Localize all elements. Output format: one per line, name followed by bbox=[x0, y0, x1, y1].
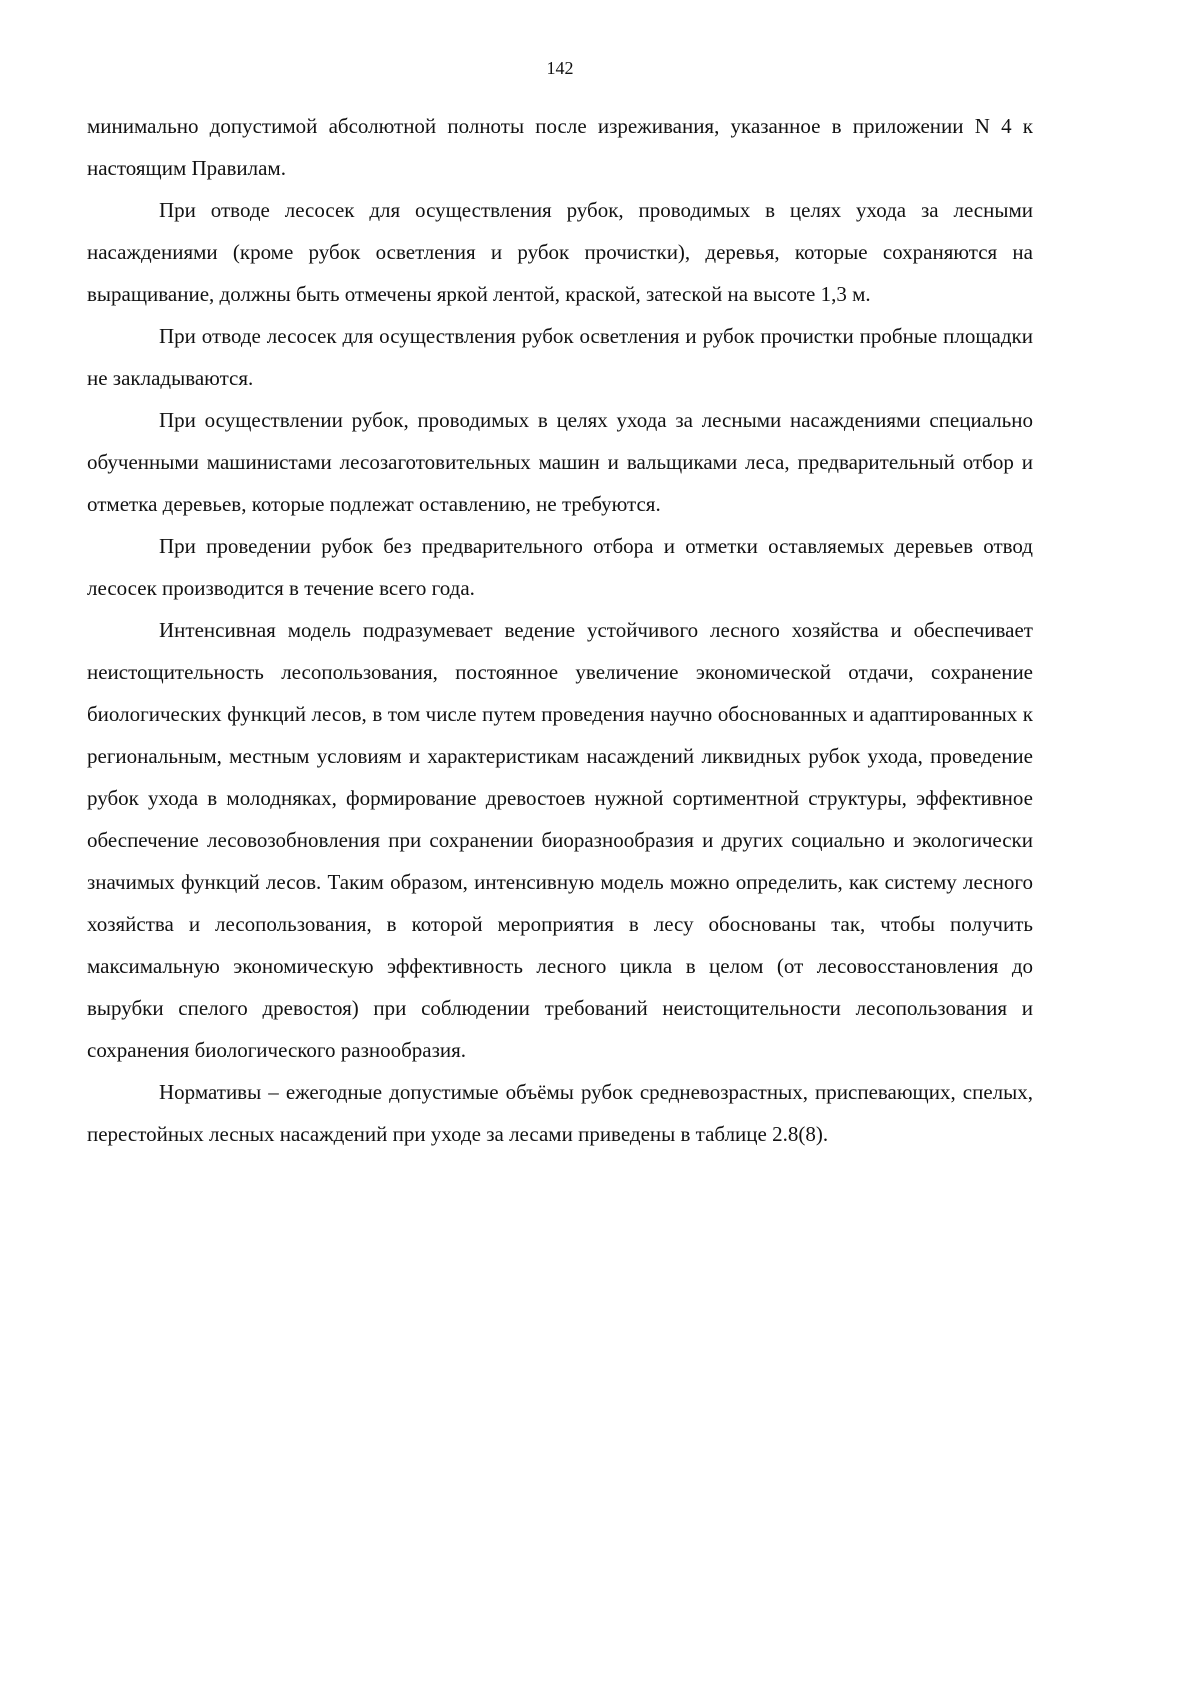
page-number: 142 bbox=[546, 58, 574, 78]
paragraph-sample-plots: При отводе лесосек для осуществления рубок осветления и рубок прочистки пробные площадки не закладываются. bbox=[87, 324, 1033, 390]
paragraph-trained-operators: При осуществлении рубок, проводимых в целях ухода за лесными насаждениями специально обученными машинистами лесозаготовительных машин и вальщиками леса, предварительный отбор и отметка деревьев, которые подлежат оставлению, не требуются. bbox=[87, 408, 1033, 516]
paragraph-norms: Нормативы – ежегодные допустимые объёмы рубок средневозрастных, приспевающих, спелых, перестойных лесных насаждений при уходе за лесами приведены в таблице 2.8(8). bbox=[87, 1080, 1033, 1146]
body-text bbox=[87, 105, 1033, 1155]
paragraph-year-round-allocation: При проведении рубок без предварительного отбора и отметки оставляемых деревьев отвод лесосек производится в течение всего года. bbox=[87, 534, 1033, 600]
paragraph-intensive-model: Интенсивная модель подразумевает ведение устойчивого лесного хозяйства и обеспечивает неистощительность лесопользования, постоянное увеличение экономической отдачи, сохранение биологических функций лесов, в том числе путем проведения научно обоснованных и адаптированных к региональным, местным условиям и характеристикам насаждений ликвидных рубок ухода, проведение рубок ухода в молодняках, формирование древостоев нужной сортиментной структуры, эффективное обеспечение лесовозобновления при сохранении биоразнообразия и других социально и экологически значимых функций лесов. Таким образом, интенсивную модель можно определить, как систему лесного хозяйства и лесопользования, в которой мероприятия в лесу обоснованы так, чтобы получить максимальную экономическую эффективность лесного цикла в целом (от лесовосстановления до вырубки спелого древостоя) при соблюдении требований неистощительности лесопользования и сохранения биологического разнообразия. bbox=[87, 618, 1033, 1062]
paragraph-tree-marking: При отводе лесосек для осуществления рубок, проводимых в целях ухода за лесными насаждениями (кроме рубок осветления и рубок прочистки), деревья, которые сохраняются на выращивание, должны быть отмечены яркой лентой, краской, затеской на высоте 1,3 м. bbox=[87, 198, 1033, 306]
paragraph-continuation: минимально допустимой абсолютной полноты после изреживания, указанное в приложении N 4 к настоящим Правилам. bbox=[87, 114, 1033, 180]
